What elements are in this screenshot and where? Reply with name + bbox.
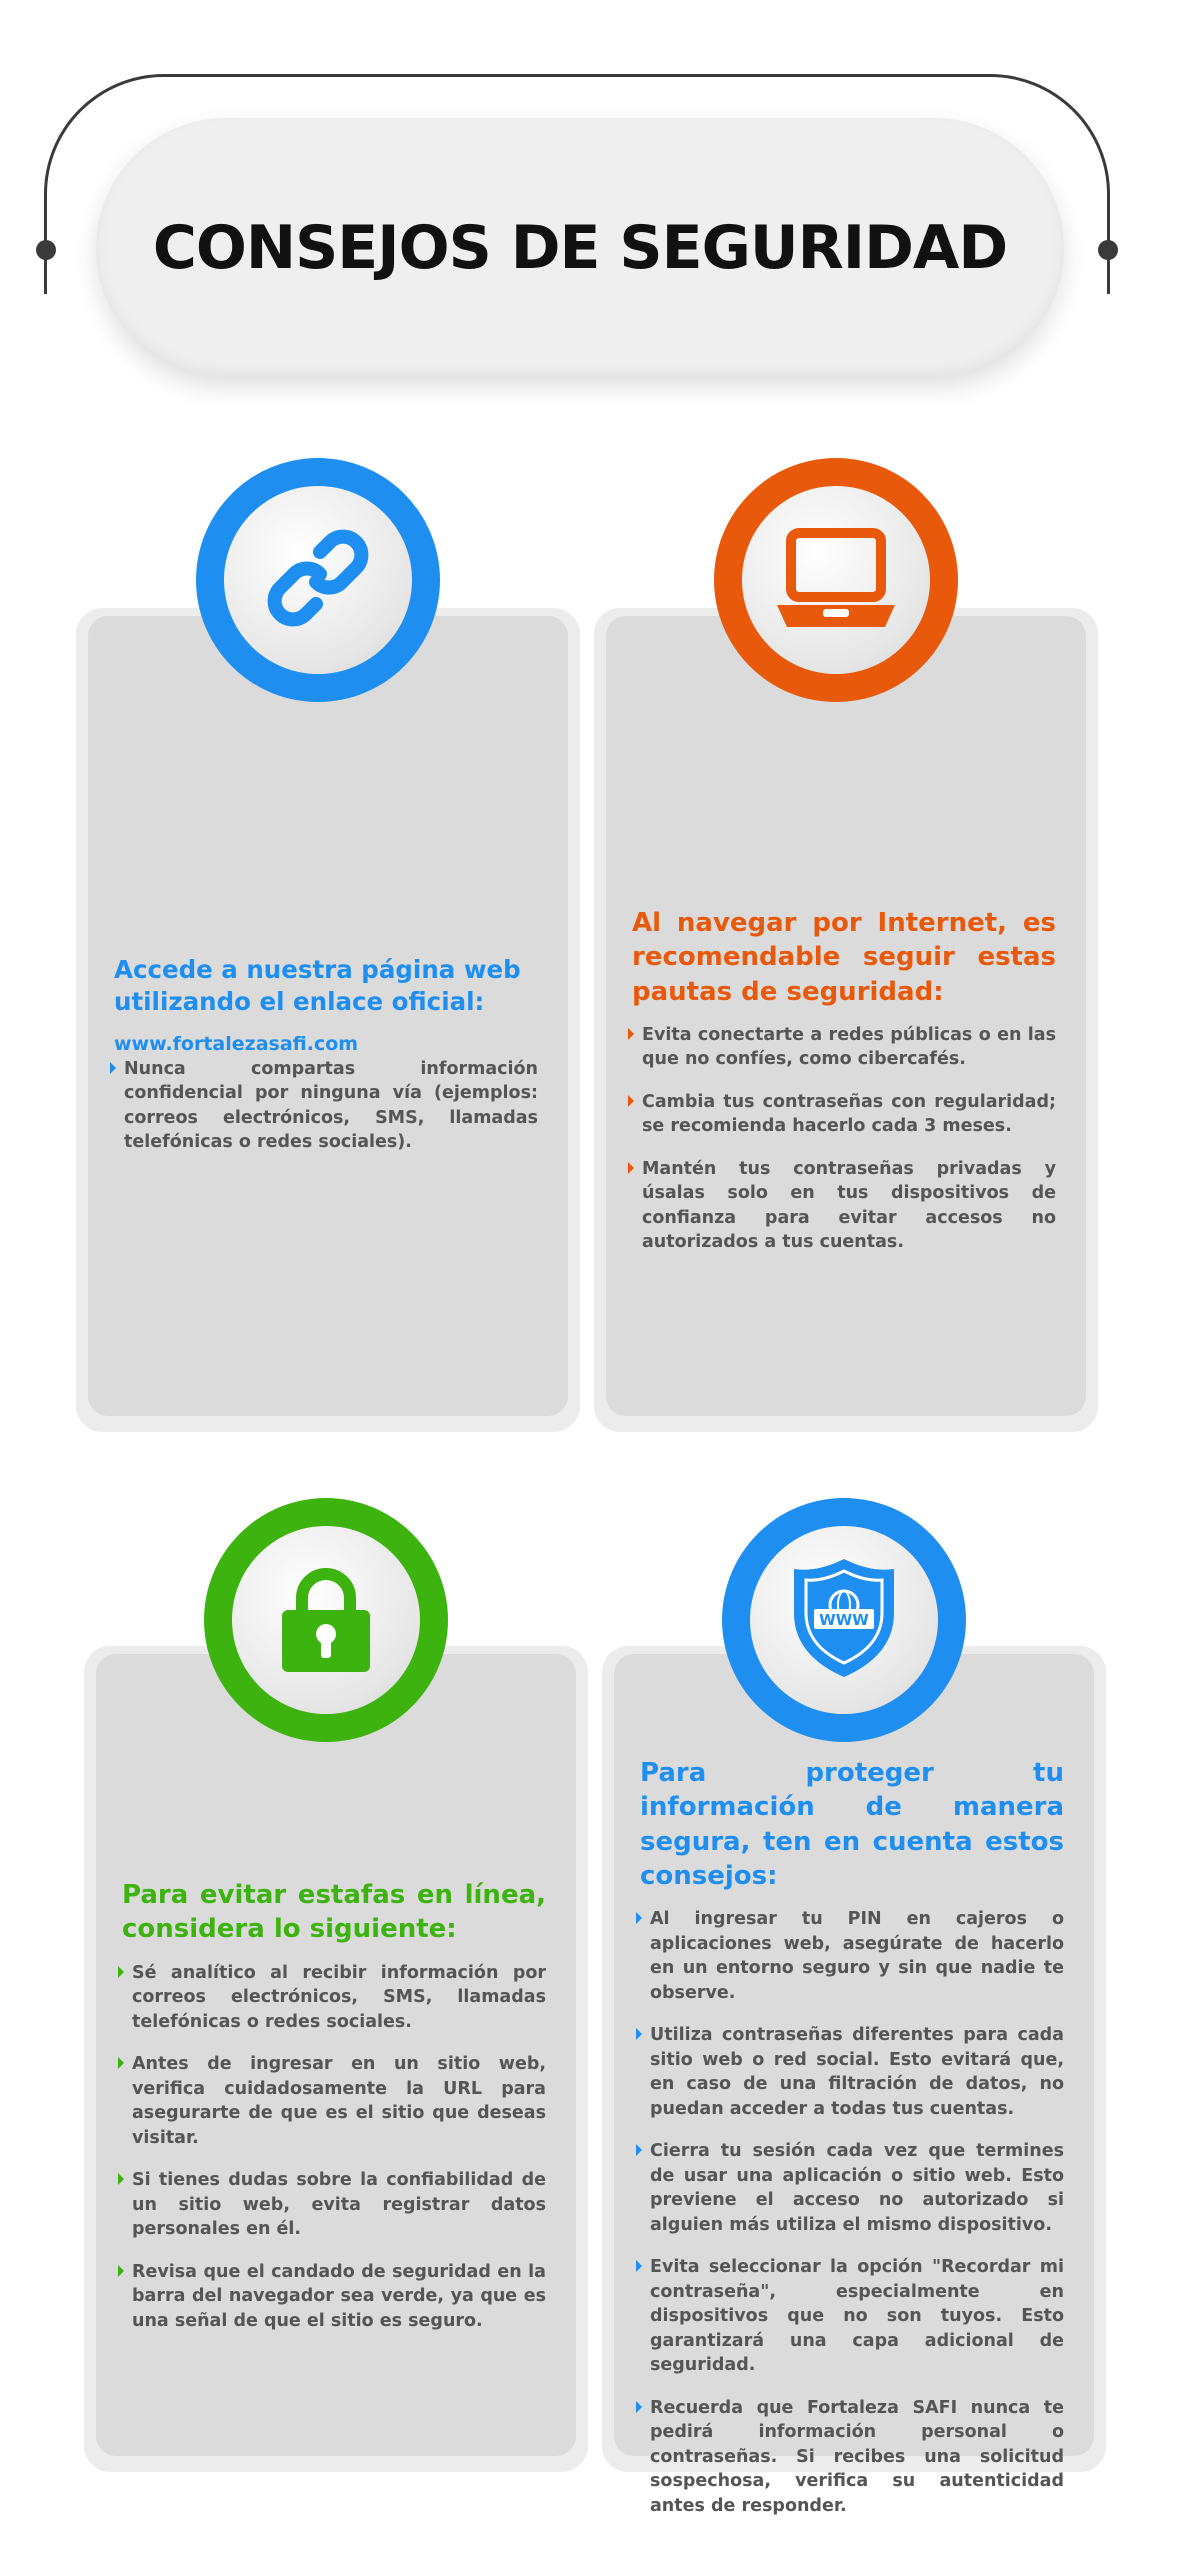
- card-4-item: Utiliza contraseñas diferentes para cada sitio web o red social. Esto evitará que, en caso de una filtración de datos, no puedan acceder a todas tus cuentas.: [640, 2023, 1064, 2121]
- card-4-icon-ring: [722, 1498, 966, 1742]
- bullet-icon: [118, 1966, 124, 1978]
- title-pill: [96, 118, 1064, 378]
- bullet-icon: [628, 1162, 634, 1174]
- bullet-icon: [118, 2057, 124, 2069]
- card-2-content: [632, 906, 1056, 1273]
- card-3-heading: Para evitar estafas en línea, considera lo siguiente:: [122, 1880, 546, 1945]
- page-title: CONSEJOS DE SEGURIDAD: [152, 213, 1008, 283]
- bullet-icon: [628, 1028, 634, 1040]
- bullet-icon: [636, 2260, 642, 2272]
- card-1-icon-ring: [196, 458, 440, 702]
- card-1-heading: Accede a nuestra página web utilizando el enlace oficial:: [114, 955, 521, 1017]
- card-2-item: Mantén tus contraseñas privadas y úsalas solo en tus dispositivos de confianza para evitar accesos no autorizados a tus cuentas.: [632, 1157, 1056, 1255]
- card-4-item: Al ingresar tu PIN en cajeros o aplicaciones web, asegúrate de hacerlo en un entorno seguro y sin que nadie te observe.: [640, 1907, 1064, 2005]
- link-icon: [258, 518, 378, 643]
- bullet-icon: [628, 1095, 634, 1107]
- card-1-item: Nunca compartas información confidencial por ninguna vía (ejemplos: correos electrónicos, SMS, llamadas telefónicas o redes sociales).: [114, 1057, 538, 1155]
- card-4-heading: Para proteger tu información de manera segura, ten en cuenta estos consejos:: [640, 1758, 1064, 1891]
- card-3-item: Sé analítico al recibir información por correos electrónicos, SMS, llamadas telefónicas o redes sociales.: [122, 1961, 546, 2035]
- card-3-item: Antes de ingresar en un sitio web, verifica cuidadosamente la URL para asegurarte de que es el sitio que deseas visitar.: [122, 2052, 546, 2150]
- shield-www-label: WWW: [819, 1610, 869, 1629]
- card-4-item: Evita seleccionar la opción "Recordar mi contraseña", especialmente en dispositivos que no son tuyos. Esto garantizará una capa adicional de seguridad.: [640, 2255, 1064, 2378]
- card-2-item: Cambia tus contraseñas con regularidad; se recomienda hacerlo cada 3 meses.: [632, 1090, 1056, 1139]
- card-1-content: [114, 954, 538, 1173]
- card-2-heading: Al navegar por Internet, es recomendable seguir estas pautas de seguridad:: [632, 908, 1056, 1007]
- bullet-icon: [110, 1062, 116, 1074]
- card-2-icon-ring: [714, 458, 958, 702]
- card-3-item: Si tienes dudas sobre la confiabilidad de un sitio web, evita registrar datos personales en él.: [122, 2168, 546, 2242]
- bullet-icon: [636, 2144, 642, 2156]
- card-4-content: [640, 1756, 1064, 2536]
- card-4-item: Recuerda que Fortaleza SAFI nunca te pedirá información personal o contraseñas. Si recibes una solicitud sospechosa, verifica su autenticidad antes de responder.: [640, 2396, 1064, 2519]
- card-3-content: [122, 1878, 546, 2351]
- bullet-icon: [118, 2173, 124, 2185]
- www-shield-icon: [784, 1553, 904, 1688]
- official-site-link[interactable]: www.fortalezasafi.com: [114, 1032, 359, 1055]
- card-3-item: Revisa que el candado de seguridad en la barra del navegador sea verde, ya que es una señal de que el sitio es seguro.: [122, 2260, 546, 2334]
- padlock-icon: [266, 1558, 386, 1683]
- bullet-icon: [636, 2401, 642, 2413]
- arc-dot-left: [36, 240, 56, 260]
- laptop-icon: [771, 523, 901, 638]
- bullet-icon: [636, 2028, 642, 2040]
- card-2-item: Evita conectarte a redes públicas o en las que no confíes, como cibercafés.: [632, 1023, 1056, 1072]
- bullet-icon: [118, 2265, 124, 2277]
- bullet-icon: [636, 1912, 642, 1924]
- card-3-icon-ring: [204, 1498, 448, 1742]
- arc-dot-right: [1098, 240, 1118, 260]
- card-4-item: Cierra tu sesión cada vez que termines de usar una aplicación o sitio web. Esto previene el acceso no autorizado si alguien más utiliza el mismo dispositivo.: [640, 2139, 1064, 2237]
